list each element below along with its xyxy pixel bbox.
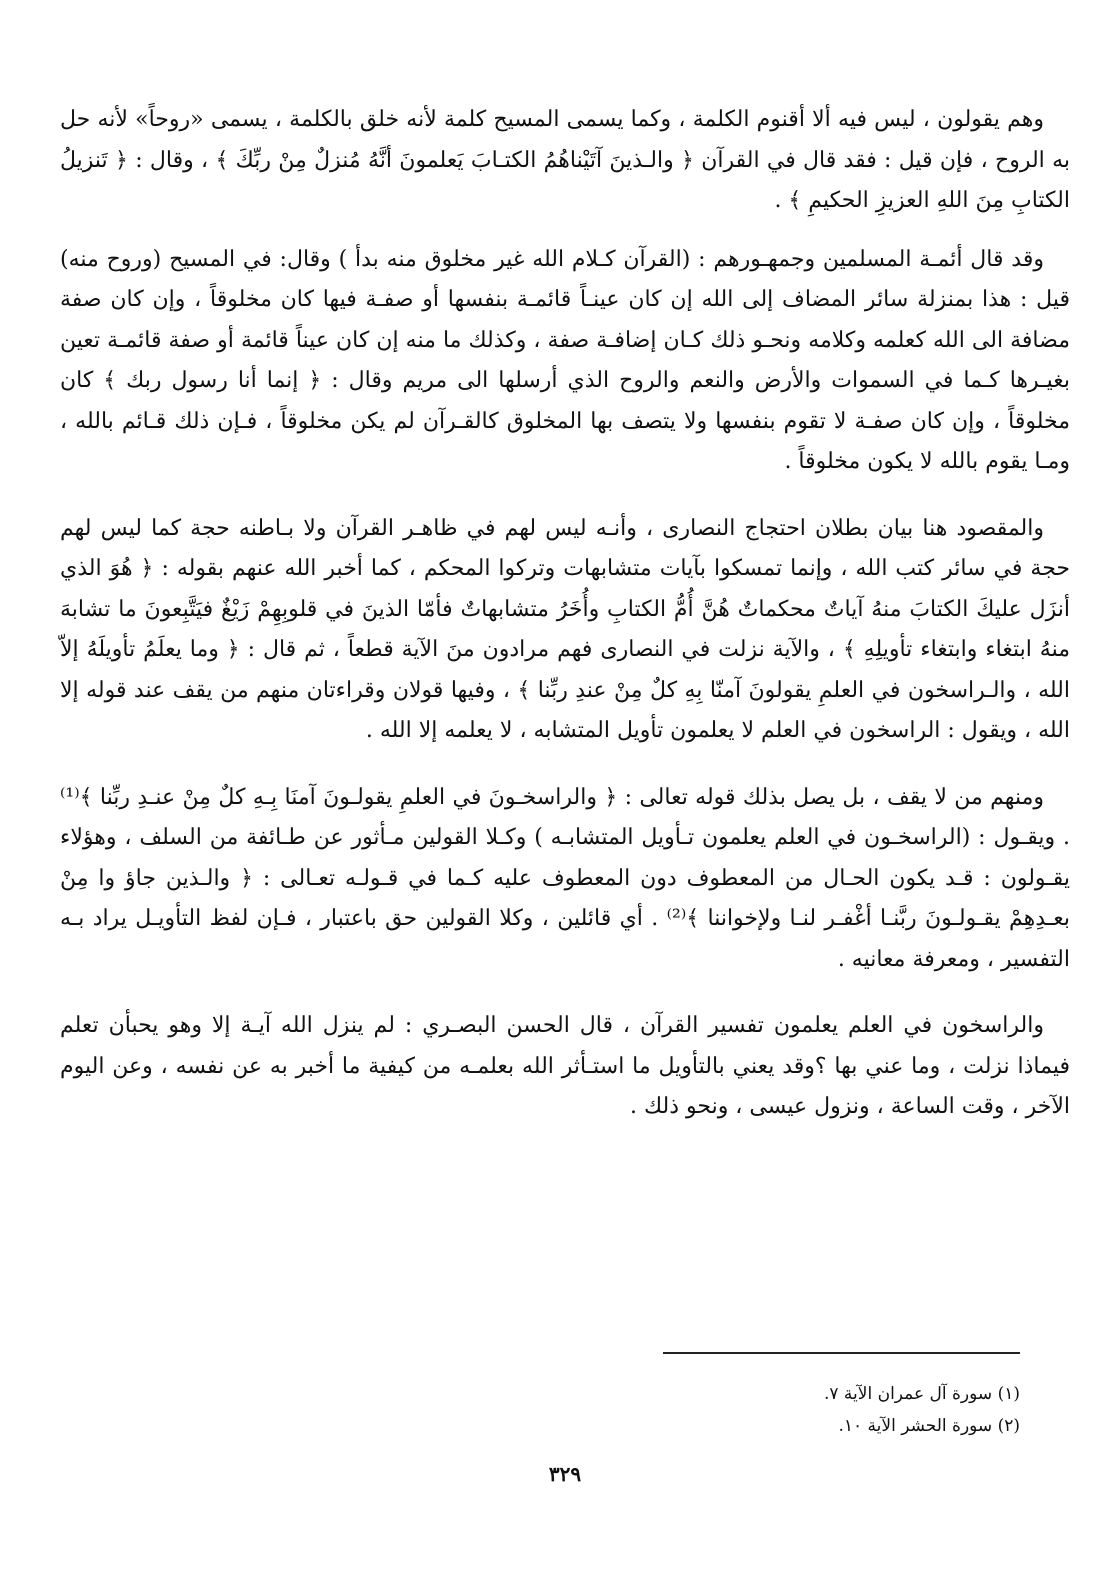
paragraph-5: والراسخون في العلم يعلمون تفسير القرآن ، قال الحسن البصـري : لم ينزل الله آيـة إلا وهو يحبأن تعلم فيماذا نزلت ، وما عني بها ؟وقد يعني بالتأويل ما استـأثر الله بعلمـه من كيفية ما أخبر به عن نفسه ، وعن اليوم الآخر ، وقت الساعة ، ونزول عيسى ، ونحو ذلك . xyxy=(60,1013,1070,1119)
footnote-2: (٢) سورة الحشر الآية ١٠. xyxy=(838,1416,1020,1436)
footnote-1: (١) سورة آل عمران الآية ٧. xyxy=(823,1384,1020,1404)
paragraph-1: وهم يقولون ، ليس فيه ألا أقنوم الكلمة ، وكما يسمى المسيح كلمة لأنه خلق بالكلمة ، يسمى «روحاً» لأنه حل به الروح ، فإن قيل : فقد قال في القرآن ﴿ والـذينَ آتَيْناهُمُ الكتـابَ يَعلمونَ أنَّهُ مُنزلٌ مِنْ ربِّكَ ﴾ ، وقال : ﴿ تَنزيلُ الكتابِ مِنَ اللهِ العزيزِ الحكيمِ ﴾ . xyxy=(60,107,1070,213)
paragraph-3: والمقصود هنا بيان بطلان احتجاج النصارى ، وأنـه ليس لهم في ظاهـر القرآن ولا بـاطنه حجة كما ليس لهم حجة في سائر كتب الله ، وإنما تمسكوا بآيات متشابهات وتركوا المحكم ، كما أخبر الله عنهم بقوله : ﴿ هُوَ الذي أنزَل عليكَ الكتابَ منهُ آياتٌ محكماتٌ هُنَّ أُمُّ الكتابِ وأُخَرُ متشابهاتٌ فأمّا الذينَ في قلوبِهِمْ زَيْغٌ فيَتَّبِعونَ ما تشابهَ منهُ ابتغاء وابتغاء تأويلِهِ ﴾ ، والآية نزلت في النصارى فهم مرادون منَ الآية قطعاً ، ثم قال : ﴿ وما يعلَمُ تأويلَهُ إلاّ الله ، والـراسخون في العلمِ يقولونَ آمنّا بِهِ كلٌ مِنْ عندِ ربِّنا ﴾ ، وفيها قولان وقراءتان منهم من يقف عند قوله إلا الله ، ويقول : الراسخون في العلم لا يعلمون تأويل المتشابه ، لا يعلمه إلا الله . xyxy=(60,515,1071,743)
paragraph-2: وقد قال أئمـة المسلمين وجمهـورهم : (القرآن كـلام الله غير مخلوق منه بدأ ) وقال: في المسيح (وروح منه) قيل : هذا بمنزلة سائر المضاف إلى الله إن كان عينـاً قائمـة بنفسها أو صفـة فيها كان مخلوقاً ، وإن كان صفة مضافة الى الله كعلمه وكلامه ونحـو ذلك كـان إضافـة صفة ، وكذلك ما منه إن كان عيناً قائمة أو صفة قائمـة تعين بغيـرها كـما في السموات والأرض والنعم والروح الذي أرسلها الى مريم وقال : ﴿ إنما أنا رسول ربك ﴾ كان مخلوقاً ، وإن كان صفـة لا تقوم بنفسها ولا يتصف بها المخلوق كالقـرآن لم يكن مخلوقاً ، فـإن ذلك قـائم بالله ، ومـا يقوم بالله لا يكون مخلوقاً . xyxy=(60,246,1070,474)
page-number: ٣٢٩ xyxy=(548,1462,582,1486)
main-text xyxy=(60,100,1070,1146)
footnotes xyxy=(420,1378,1020,1442)
paragraph-4: ومنهم من لا يقف ، بل يصل بذلك قوله تعالى : ﴿ والراسخـونَ في العلمِ يقولـونَ آمنَا بِـهِ كلٌ مِنْ عنـدِ ربِّنا ﴾⁽¹⁾ . ويقـول : (الراسخـون في العلم يعلمون تـأويل المتشابـه ) وكـلا القولين مـأثور عن طـائفة من السلف ، وهؤلاء يقـولون : قـد يكون الحـال من المعطوف دون المعطوف عليه كـما في قـولـه تعـالى : ﴿ والـذين جاؤ وا مِنْ بعـدِهِمْ يقـولـونَ ربَّنـا أغْفـر لنـا ولإخواننا ﴾⁽²⁾ . أي قائلين ، وكلا القولين حق باعتبار ، فـإن لفظ التأويـل يراد بـه التفسير ، ومعرفة معانيه . xyxy=(60,784,1070,972)
book-page xyxy=(60,100,1070,1540)
footnote-separator xyxy=(663,1352,1020,1354)
